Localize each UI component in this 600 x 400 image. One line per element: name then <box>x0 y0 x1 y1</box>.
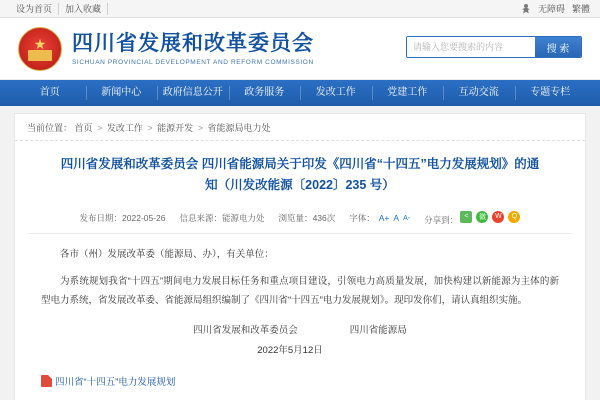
breadcrumb <box>15 114 585 141</box>
breadcrumb-item-power-dept[interactable]: 省能源局电力处 <box>207 123 271 133</box>
breadcrumb-item-home[interactable]: 首页 <box>74 123 93 133</box>
publish-date <box>80 212 166 224</box>
signature-row <box>15 322 585 336</box>
utility-bar <box>0 0 600 18</box>
breadcrumb-item-energy[interactable]: 能源开发 <box>157 123 194 133</box>
search-input[interactable] <box>407 37 535 57</box>
view-count <box>279 212 336 224</box>
nav-item-work[interactable]: 发改工作 <box>300 80 372 106</box>
article-body <box>15 234 585 311</box>
content-panel <box>14 113 586 400</box>
publish-date-label: 发布日期： <box>79 213 123 223</box>
source <box>180 212 265 224</box>
article-meta-bar <box>27 207 573 234</box>
share-icons <box>460 211 520 223</box>
article-paragraph-1: 各市（州）发展改革委（能源局、办），有关单位： <box>60 248 274 260</box>
article-paragraph-2: 为系统规划我省“十四五”期间电力发展目标任务和重点项目建设，引领电力高质量发展，加快构建以新能源为主体的新型电力系统，省发展改革委、省能源局组织编制了《四川省“十四五”电力发展规划》。现印发你们，请认真组织实施。 <box>41 276 559 306</box>
site-title-en: SICHUAN PROVINCIAL DEVELOPMENT AND REFORM COMMISSION <box>72 58 314 66</box>
nav-item-interaction[interactable]: 互动交流 <box>443 80 515 106</box>
font-size-label: 字体： <box>349 213 375 223</box>
main-nav <box>0 80 600 106</box>
add-favorite-link[interactable]: 加入收藏 <box>59 3 108 15</box>
font-size-increase-button[interactable]: A+ <box>378 213 390 223</box>
nav-item-topics[interactable]: 专题专栏 <box>515 80 587 106</box>
wechat-icon[interactable]: 微 <box>476 211 488 223</box>
site-title-block <box>72 31 314 65</box>
nav-item-party[interactable]: 党建工作 <box>372 80 444 106</box>
search-box[interactable] <box>406 36 582 58</box>
nav-item-news[interactable]: 新闻中心 <box>86 80 158 106</box>
traditional-chinese-link[interactable]: 繁體 <box>571 4 590 14</box>
share-label: 分享到： <box>424 214 459 225</box>
topbar-right-group <box>521 2 590 15</box>
article-title: 四川省发展和改革委员会 四川省能源局关于印发《四川省“十四五”电力发展规划》的通知（川发改能源〔2022〕235 号） <box>60 157 540 193</box>
attachment-link[interactable]: 四川省“十四五”电力发展规划 <box>55 377 176 389</box>
qzone-icon[interactable]: Q <box>508 211 520 223</box>
font-size-normal-button[interactable]: A <box>393 213 400 223</box>
search-button[interactable]: 搜 索 <box>535 37 581 57</box>
font-size-controls <box>349 212 410 224</box>
breadcrumb-sep-1: > <box>97 123 103 133</box>
source-value: 能源电力处 <box>222 213 265 223</box>
source-label: 信息来源： <box>179 213 223 223</box>
nav-item-services[interactable]: 政务服务 <box>229 80 301 106</box>
view-count-label: 浏览量： <box>278 213 313 223</box>
weibo-icon[interactable]: W <box>492 211 504 223</box>
breadcrumb-sep-3: > <box>197 123 203 133</box>
accessibility-link[interactable]: 无障碍 <box>537 4 565 14</box>
signature-energy-bureau: 四川省能源局 <box>349 325 407 337</box>
national-emblem-icon <box>18 27 62 71</box>
breadcrumb-label: 当前位置： <box>27 123 73 133</box>
breadcrumb-sep-2: > <box>147 123 153 133</box>
signature-commission: 四川省发展和改革委员会 <box>193 325 298 337</box>
set-homepage-link[interactable]: 设为首页 <box>10 3 59 15</box>
font-size-decrease-button[interactable]: A- <box>403 214 411 222</box>
share-group <box>424 211 520 226</box>
accessibility-icon <box>521 4 531 14</box>
signature-date: 2022年5月12日 <box>257 345 323 357</box>
attachment-row <box>15 368 585 400</box>
share-icon[interactable]: < <box>460 211 472 223</box>
nav-item-home[interactable]: 首页 <box>39 87 60 98</box>
publish-date-value: 2022-05-26 <box>122 213 166 223</box>
breadcrumb-item-work[interactable]: 发改工作 <box>106 123 143 133</box>
view-count-value: 436次 <box>312 213 336 223</box>
site-header <box>0 18 600 80</box>
site-title-cn: 四川省发展和改革委员会 <box>72 31 314 56</box>
pdf-icon <box>41 375 52 387</box>
nav-item-gov-info[interactable]: 政府信息公开 <box>157 80 229 106</box>
